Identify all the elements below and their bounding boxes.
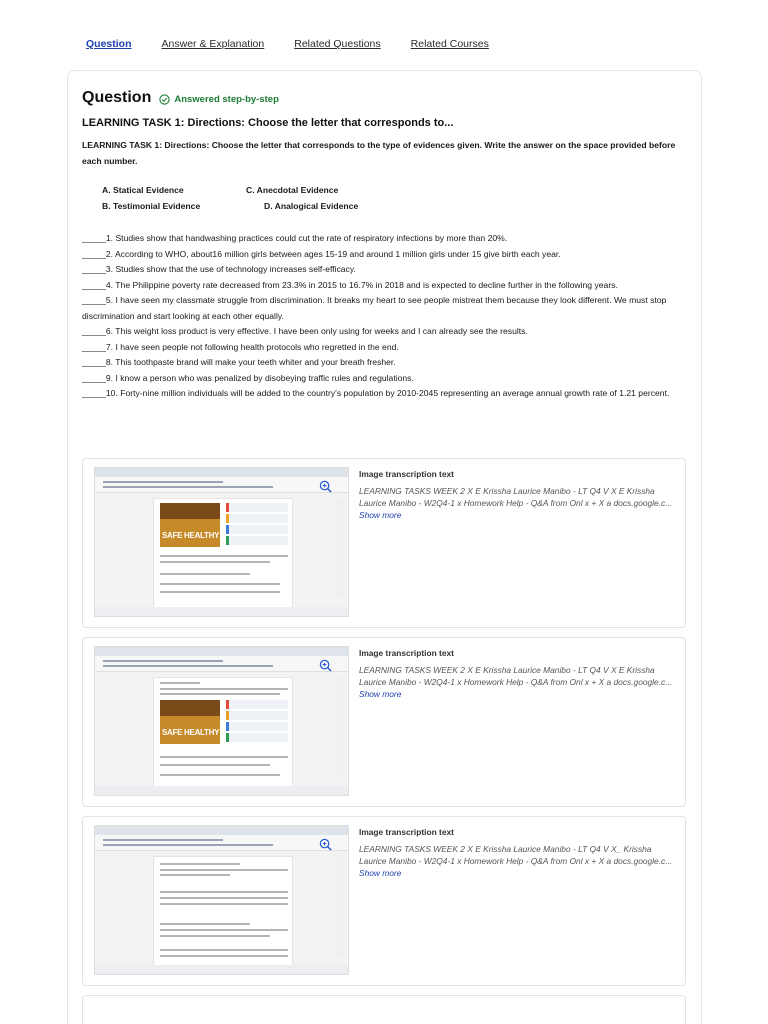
transcription-title: Image transcription text <box>359 469 454 479</box>
show-more-link[interactable]: Show more <box>359 868 402 878</box>
image-card <box>82 637 686 807</box>
poster-text: SAFE HEALTHY <box>162 531 220 540</box>
poster-image <box>160 700 220 744</box>
list-item: _____2. According to WHO, about16 million girls between ages 15-19 and around 1 million girls under 15 give birth each year. <box>82 248 561 259</box>
answered-badge <box>159 94 279 105</box>
check-circle-icon <box>159 94 170 105</box>
screenshot-thumbnail[interactable] <box>94 467 349 617</box>
poster-image <box>160 503 220 547</box>
list-item: _____3. Studies show that the use of technology increases self-efficacy. <box>82 264 356 274</box>
choice-b: B. Testimonial Evidence <box>102 201 201 211</box>
question-items <box>82 231 682 402</box>
transcription-title: Image transcription text <box>359 648 454 658</box>
show-more-link[interactable]: Show more <box>359 689 402 699</box>
list-item: _____6. This weight loss product is very effective. I have been only using for weeks and I can already see the results. <box>82 326 528 336</box>
image-card-partial <box>82 995 686 1024</box>
answered-label: Answered step-by-step <box>174 94 279 105</box>
transcription-text: LEARNING TASKS WEEK 2 X E Krissha Laurice Manibo - LT Q4 V X E Krissha Laurice Manibo - W2Q4-1 x Homework Help - Q&A from Onl x + X a docs.google.c... Show more <box>359 665 673 699</box>
transcription-text: LEARNING TASKS WEEK 2 X E Krissha Laurice Manibo - LT Q4 V X E Krissha Laurice Manibo - W2Q4-1 x Homework Help - Q&A from Onl x + X a docs.google.c... Show more <box>359 486 673 520</box>
zoom-in-icon[interactable] <box>319 659 332 672</box>
choice-a: A. Statical Evidence <box>102 185 184 195</box>
choice-c: C. Anecdotal Evidence <box>246 185 339 195</box>
choices-list <box>102 183 502 215</box>
question-subtitle: LEARNING TASK 1: Directions: Choose the letter that corresponds to... <box>82 117 454 129</box>
question-heading: Question <box>82 89 152 106</box>
tab-related-questions[interactable]: Related Questions <box>294 38 381 50</box>
tab-question[interactable]: Question <box>86 38 132 50</box>
question-card <box>67 70 702 1024</box>
image-card <box>82 458 686 628</box>
list-item: _____9. I know a person who was penalized by disobeying traffic rules and regulations. <box>82 372 414 383</box>
image-card <box>82 816 686 986</box>
zoom-in-icon[interactable] <box>319 480 332 493</box>
list-item: _____1. Studies show that handwashing practices could cut the rate of respiratory infections by more than 20%. <box>82 233 508 243</box>
question-intro: LEARNING TASK 1: Directions: Choose the letter that corresponds to the type of evidences given. Write the answer on the space provided before each number. <box>82 140 676 166</box>
list-item: _____5. I have seen my classmate struggle from discrimination. It breaks my heart to see people mistreat them because they look different. We must stop discrimination and start looking at each other equally. <box>82 295 667 321</box>
question-header <box>82 89 279 107</box>
choice-d: D. Analogical Evidence <box>264 201 359 211</box>
list-item: _____7. I have seen people not following health protocols who regretted in the end. <box>82 341 399 352</box>
question-tabs <box>86 38 519 50</box>
screenshot-thumbnail[interactable] <box>94 646 349 796</box>
tab-answer-explanation[interactable]: Answer & Explanation <box>161 38 265 50</box>
zoom-in-icon[interactable] <box>319 838 332 851</box>
screenshot-thumbnail[interactable] <box>94 825 349 975</box>
transcription-title: Image transcription text <box>359 827 454 837</box>
transcription-text: LEARNING TASKS WEEK 2 X E Krissha Laurice Manibo - LT Q4 V X_ Krissha Laurice Manibo - W2Q4-1 x Homework Help - Q&A from Onl x + X a docs.google.c... Show more <box>359 844 673 878</box>
poster-text: SAFE HEALTHY <box>162 728 220 737</box>
show-more-link[interactable]: Show more <box>359 510 402 520</box>
list-item: _____4. The Philippine poverty rate decreased from 23.3% in 2015 to 16.7% in 2018 and is expected to decline further in the following years. <box>82 279 618 290</box>
tab-related-courses[interactable]: Related Courses <box>410 38 489 50</box>
list-item: _____8. This toothpaste brand will make your teeth whiter and your breath fresher. <box>82 357 396 367</box>
list-item: _____10. Forty-nine million individuals will be added to the country's population by 2010-2045 representing an average annual growth rate of 1.21 percent. <box>82 388 670 398</box>
